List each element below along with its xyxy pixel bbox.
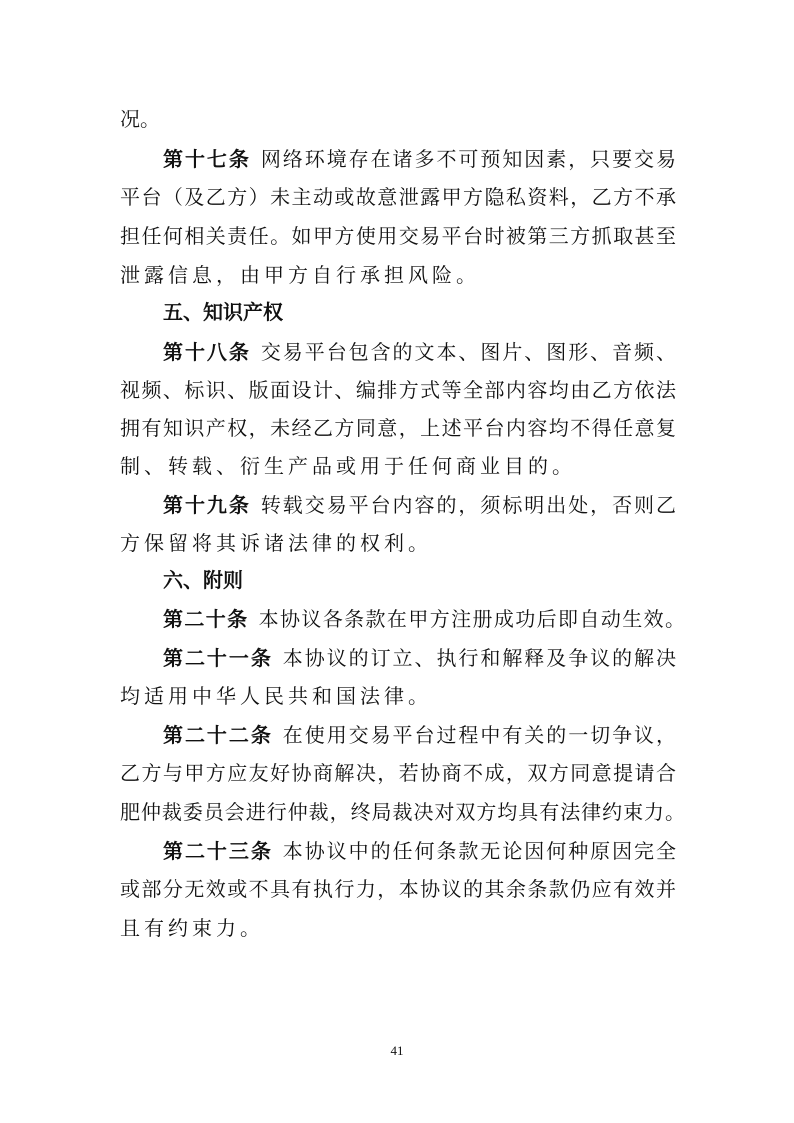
article-label: 第十八条 bbox=[163, 340, 251, 364]
paragraph-line: 拥有知识产权，未经乙方同意，上述平台内容均不得任意复 bbox=[120, 416, 676, 440]
article-label: 第二十条 bbox=[163, 607, 249, 631]
article-22 bbox=[163, 722, 676, 748]
article-label: 第二十三条 bbox=[163, 839, 273, 863]
paragraph-line: 况。 bbox=[120, 107, 160, 131]
paragraph-line: 泄露信息，由甲方自行承担风险。 bbox=[120, 263, 480, 287]
section-heading: 五、知识产权 bbox=[163, 300, 283, 324]
page-number: 41 bbox=[390, 1043, 404, 1058]
paragraph-line: 网络环境存在诸多不可预知因素，只要交易 bbox=[260, 147, 677, 171]
paragraph-line: 本协议的订立、执行和解释及争议的解决 bbox=[282, 646, 677, 670]
section-heading: 六、附则 bbox=[163, 568, 243, 592]
article-label: 第十七条 bbox=[163, 147, 251, 171]
article-18 bbox=[163, 339, 676, 365]
paragraph-line: 均适用中华人民共和国法律。 bbox=[120, 684, 432, 708]
paragraph-line: 肥仲裁委员会进行仲裁，终局裁决对双方均具有法律约束力。 bbox=[120, 800, 685, 824]
paragraph-line: 且有约束力。 bbox=[120, 916, 264, 940]
article-label: 第二十一条 bbox=[163, 646, 273, 670]
paragraph-line: 在使用交易平台过程中有关的一切争议， bbox=[282, 723, 677, 747]
article-17 bbox=[163, 146, 676, 172]
paragraph-line: 乙方与甲方应友好协商解决，若协商不成，双方同意提请合 bbox=[120, 761, 676, 785]
paragraph-line: 交易平台包含的文本、图片、图形、音频、 bbox=[260, 340, 677, 364]
paragraph-line: 转载交易平台内容的，须标明出处，否则乙 bbox=[260, 493, 677, 517]
article-21 bbox=[163, 645, 676, 671]
paragraph-line: 担任何相关责任。如甲方使用交易平台时被第三方抓取甚至 bbox=[120, 224, 676, 248]
article-label: 第二十二条 bbox=[163, 723, 273, 747]
article-23 bbox=[163, 838, 676, 864]
paragraph-line: 平台（及乙方）未主动或故意泄露甲方隐私资料，乙方不承 bbox=[120, 185, 676, 209]
paragraph-line: 视频、标识、版面设计、编排方式等全部内容均由乙方依法 bbox=[120, 378, 676, 402]
paragraph-line: 或部分无效或不具有执行力，本协议的其余条款仍应有效并 bbox=[120, 877, 676, 901]
article-20 bbox=[163, 606, 685, 632]
article-19 bbox=[163, 492, 676, 518]
paragraph-line: 本协议中的任何条款无论因何种原因完全 bbox=[282, 839, 677, 863]
paragraph-line: 方保留将其诉诸法律的权利。 bbox=[120, 531, 432, 555]
paragraph-line: 制、转载、衍生产品或用于任何商业目的。 bbox=[120, 454, 576, 478]
paragraph-line: 本协议各条款在甲方注册成功后即自动生效。 bbox=[258, 607, 686, 631]
article-label: 第十九条 bbox=[163, 493, 251, 517]
